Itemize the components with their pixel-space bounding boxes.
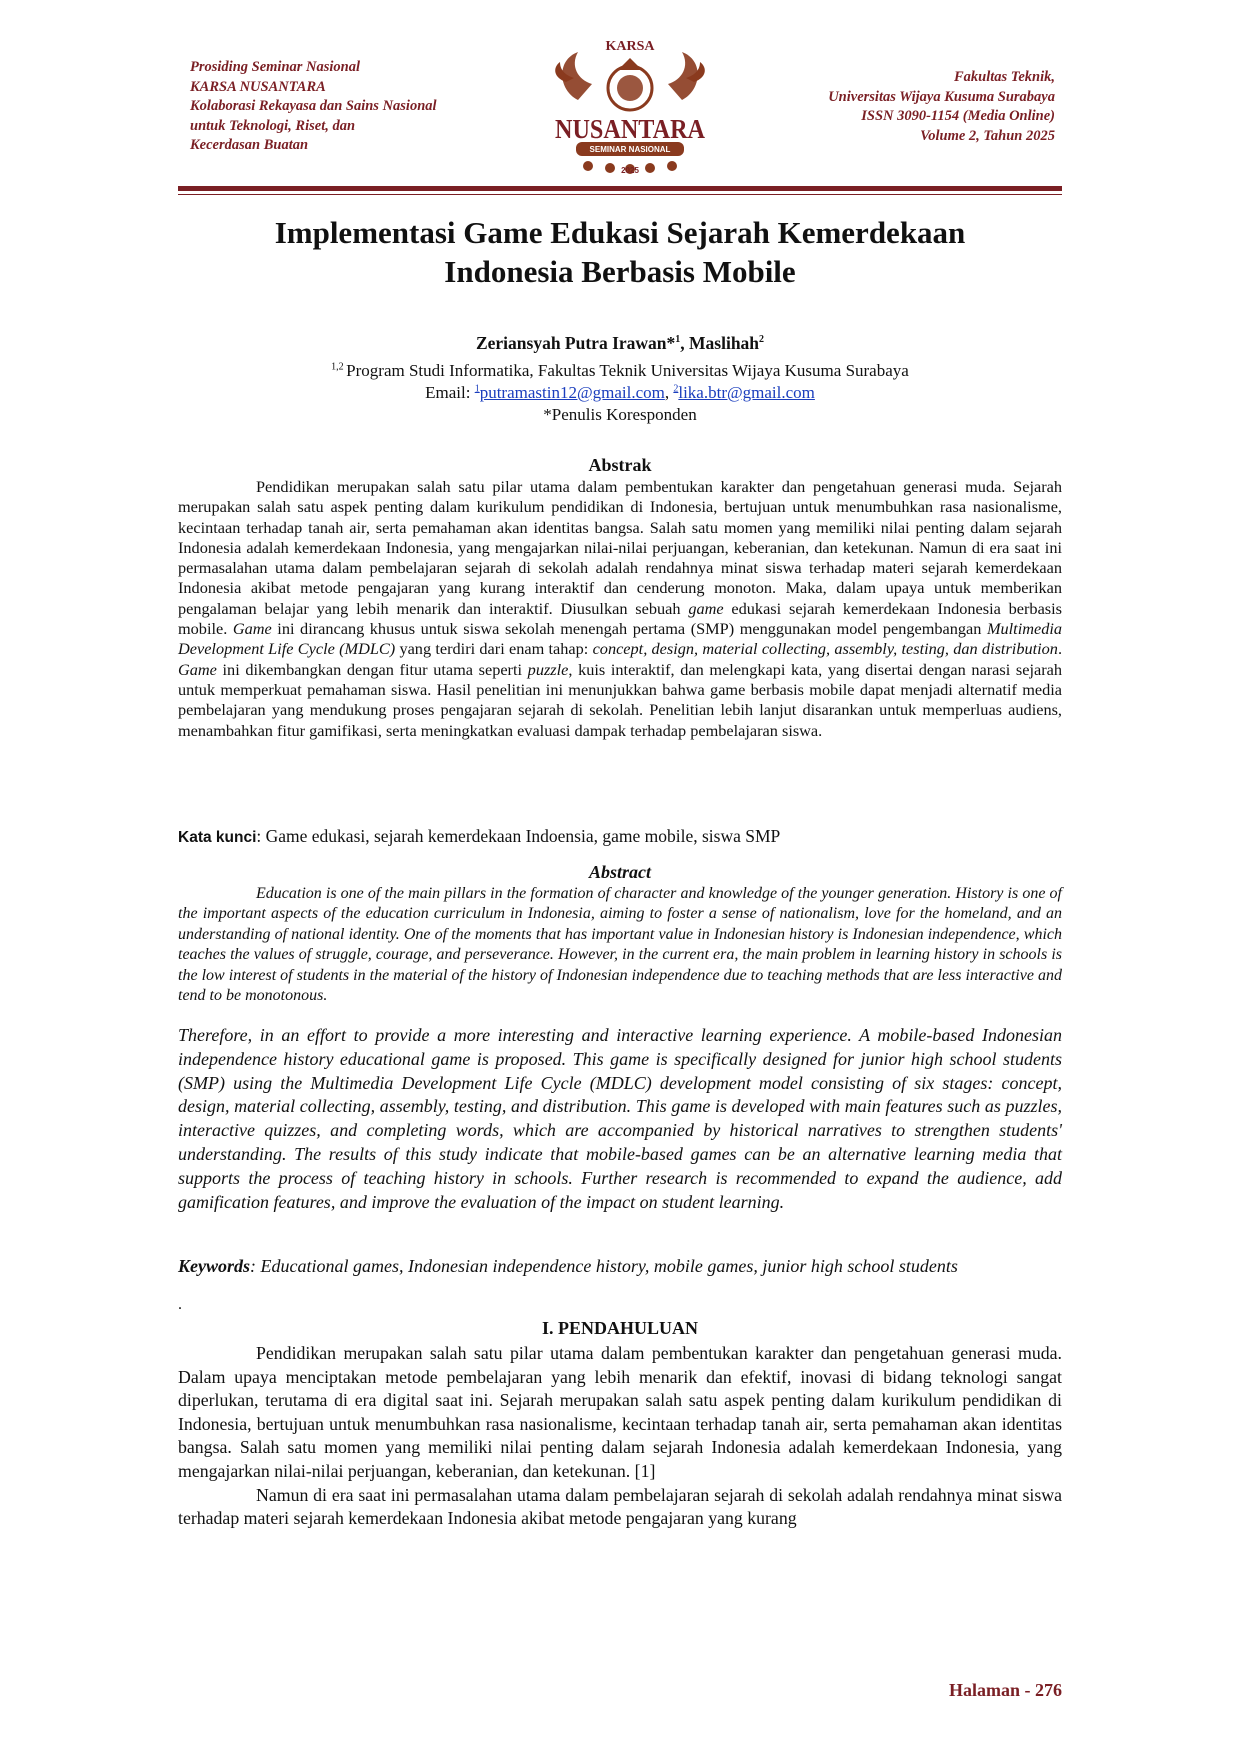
section-heading: I. PENDAHULUAN	[541, 1318, 698, 1338]
institution-line: ISSN 3090-1154 (Media Online)	[861, 108, 1055, 124]
abstract-heading: Abstract	[588, 862, 651, 882]
abstrak-text: Pendidikan merupakan salah satu pilar utama dalam pembentukan karakter dan pengetahuan generasi muda. Sejarah merupakan salah satu aspek penting dalam kurikulum pendidikan di Indonesia, bertujuan untuk menumbuhkan rasa nasionalisme, kecintaan terhadap tanah air, serta pemahaman akan identitas bangsa. Salah satu momen yang memiliki nilai penting dalam sejarah Indonesia adalah kemerdekaan Indonesia, yang mengajarkan nilai-nilai perjuangan, keberanian, dan ketekunan. Namun di era saat ini permasalahan utama dalam pembelajaran sejarah di sekolah adalah rendahnya minat siswa terhadap materi sejarah kemerdekaan Indonesia akibat metode pengajaran yang kurang interaktif dan cenderung monoton. Maka, dalam upaya untuk memberikan pengalaman belajar yang lebih menarik dan interaktif. Diusulkan sebuah	[178, 477, 1062, 618]
author-sup: 2	[759, 334, 765, 346]
email-sup: 1	[474, 383, 480, 395]
abstrak-italic: Game	[232, 619, 272, 639]
institution-line: Fakultas Teknik,	[954, 69, 1055, 85]
abstrak-italic: concept, design, material collecting, assembly, testing, dan distribution	[592, 639, 1058, 659]
affiliation	[178, 361, 1062, 381]
email-separator: ,	[664, 383, 674, 402]
email-sup: 2	[673, 383, 679, 395]
paper-title	[178, 213, 1062, 291]
abstrak-text: , kuis interaktif, dan melengkapi kata, yang disertai dengan narasi sejarah untuk memperkuat pemahaman siswa. Hasil penelitian ini menunjukkan bahwa game berbasis mobile dapat menjadi alternatif media pembelajaran yang mendukung proses pengajaran sejarah di sekolah. Penelitian lebih lanjut disarankan untuk memperluas audiens, menambahkan fitur gamifikasi, serta meningkatkan evaluasi dampak terhadap pembelajaran siswa.	[178, 659, 1062, 740]
email-link-2[interactable]: lika.btr@gmail.com	[678, 383, 815, 402]
abstrak-italic: game	[688, 598, 724, 618]
logo-subtitle-text: SEMINAR NASIONAL	[589, 145, 671, 154]
abstrak-text: edukasi sejarah kemerdekaan Indonesia berbasis mobile.	[178, 598, 1062, 639]
proceedings-line: Kolaborasi Rekayasa dan Sains Nasional	[190, 98, 437, 114]
proceedings-info	[190, 58, 520, 156]
header-divider	[178, 186, 1062, 191]
proceedings-line: Prosiding Seminar Nasional	[190, 59, 361, 75]
kata-kunci	[178, 826, 1062, 847]
keywords	[178, 1255, 1062, 1279]
logo-karsa-text: KARSA	[605, 39, 655, 54]
keywords-label: Keywords	[178, 1256, 250, 1276]
proceedings-line: untuk Teknologi, Riset, dan	[190, 117, 356, 134]
corresponding-note: *Penulis Koresponden	[543, 405, 697, 424]
abstrak-heading: Abstrak	[588, 455, 652, 475]
abstrak-text: .	[1057, 639, 1063, 659]
abstract-body-part1: Education is one of the main pillars in the formation of character and knowledge of the younger generation. History is one of the important aspects of the education curriculum in Indonesia, aiming to foster a sense of nationalism, love for the homeland, and an understanding of national identity. One of the moments that has important value in Indonesian history is Indonesian independence, which teaches the values of struggle, courage, and perseverance. However, in the current era, the main problem in learning history in schools is the low interest of students in the material of the history of Indonesian independence due to teaching methods that are less interactive and tend to be monotonous.	[178, 885, 1062, 1005]
author-name: Zeriansyah Putra Irawan*	[475, 333, 676, 353]
abstrak-italic: puzzle	[527, 659, 569, 679]
author-sup: 1	[675, 334, 681, 346]
abstrak-italic: Multimedia Development Life Cycle (MDLC)	[178, 619, 1063, 659]
email-label: Email:	[425, 383, 475, 402]
intro-paragraph-1: Pendidikan merupakan salah satu pilar utama dalam pembentukan karakter dan pengetahuan generasi muda. Dalam upaya menciptakan metode pembelajaran yang lebih menarik dan efektif, inovasi di bidang teknologi sangat diperlukan, terutama di era digital saat ini. Sejarah merupakan salah satu aspek penting dalam kurikulum pendidikan di Indonesia, bertujuan untuk menumbuhkan rasa nasionalisme, kecintaan terhadap tanah air, serta pemahaman akan identitas bangsa. Salah satu momen yang memiliki nilai penting dalam sejarah Indonesia adalah kemerdekaan Indonesia, yang mengajarkan nilai-nilai perjuangan, keberanian, dan ketekunan. [1]	[178, 1343, 1062, 1481]
abstrak-italic: Game	[178, 659, 217, 679]
header-divider-thin	[178, 194, 1062, 195]
abstrak-body	[178, 477, 1062, 741]
abstract-body-part2: Therefore, in an effort to provide a more interesting and interactive learning experience. A mobile-based Indonesian independence history educational game is proposed. This game is specifically designed for junior high school students (SMP) using the Multimedia Development Life Cycle (MDLC) development model consisting of six stages: concept, design, material collecting, assembly, testing, and distribution. This game is developed with main features such as puzzles, interactive quizzes, and completing words, which are accompanied by historical narratives to strengthen students' understanding. The results of this study indicate that mobile-based games can be an alternative learning media that supports the process of teaching history in schools. Further research is recommended to expand the audience, add gamification features, and improve the evaluation of the impact on student learning.	[178, 1025, 1062, 1212]
logo-year-text: 2025	[621, 166, 639, 175]
intro-paragraph-2: Namun di era saat ini permasalahan utama dalam pembelajaran sejarah di sekolah adalah rendahnya minat siswa terhadap materi sejarah kemerdekaan Indonesia akibat metode pengajaran yang kurang	[178, 1484, 1062, 1529]
page-number: Halaman - 276	[948, 1680, 1062, 1700]
author-separator: ,	[680, 333, 690, 353]
author-name: Maslihah	[689, 333, 760, 353]
institution-line: Universitas Wijaya Kusuma Surabaya	[828, 88, 1055, 105]
proceedings-line: Kecerdasan Buatan	[190, 137, 309, 153]
email-link-1[interactable]: putramastin12@gmail.com	[479, 383, 665, 402]
abstrak-text: yang terdiri dari enam tahap:	[395, 639, 593, 659]
kata-kunci-label: Kata kunci	[178, 829, 257, 846]
affiliation-sup: 1,2	[331, 361, 347, 373]
institution-info	[725, 68, 1055, 146]
email-line	[178, 383, 1062, 403]
karsa-nusantara-logo	[548, 30, 712, 176]
keywords-text: : Educational games, Indonesian independence history, mobile games, junior high school students	[250, 1256, 958, 1276]
title-line: Indonesia Berbasis Mobile	[444, 254, 796, 289]
abstrak-text: ini dikembangkan dengan fitur utama seperti	[216, 659, 528, 679]
kata-kunci-text: : Game edukasi, sejarah kemerdekaan Indoensia, game mobile, siswa SMP	[256, 826, 781, 846]
affiliation-text: Program Studi Informatika, Fakultas Teknik Universitas Wijaya Kusuma Surabaya	[346, 361, 909, 380]
author-list	[178, 333, 1062, 354]
abstrak-text: ini dirancang khusus untuk siswa sekolah menengah pertama (SMP) menggunakan model pengembangan	[271, 619, 987, 639]
title-line: Implementasi Game Edukasi Sejarah Kemerdekaan	[274, 215, 966, 250]
logo-nusantara-text: NUSANTARA	[555, 114, 706, 144]
section-body	[178, 1342, 1062, 1531]
stray-dot: .	[178, 1296, 182, 1313]
proceedings-line: KARSA NUSANTARA	[190, 78, 326, 95]
institution-line: Volume 2, Tahun 2025	[920, 127, 1055, 144]
